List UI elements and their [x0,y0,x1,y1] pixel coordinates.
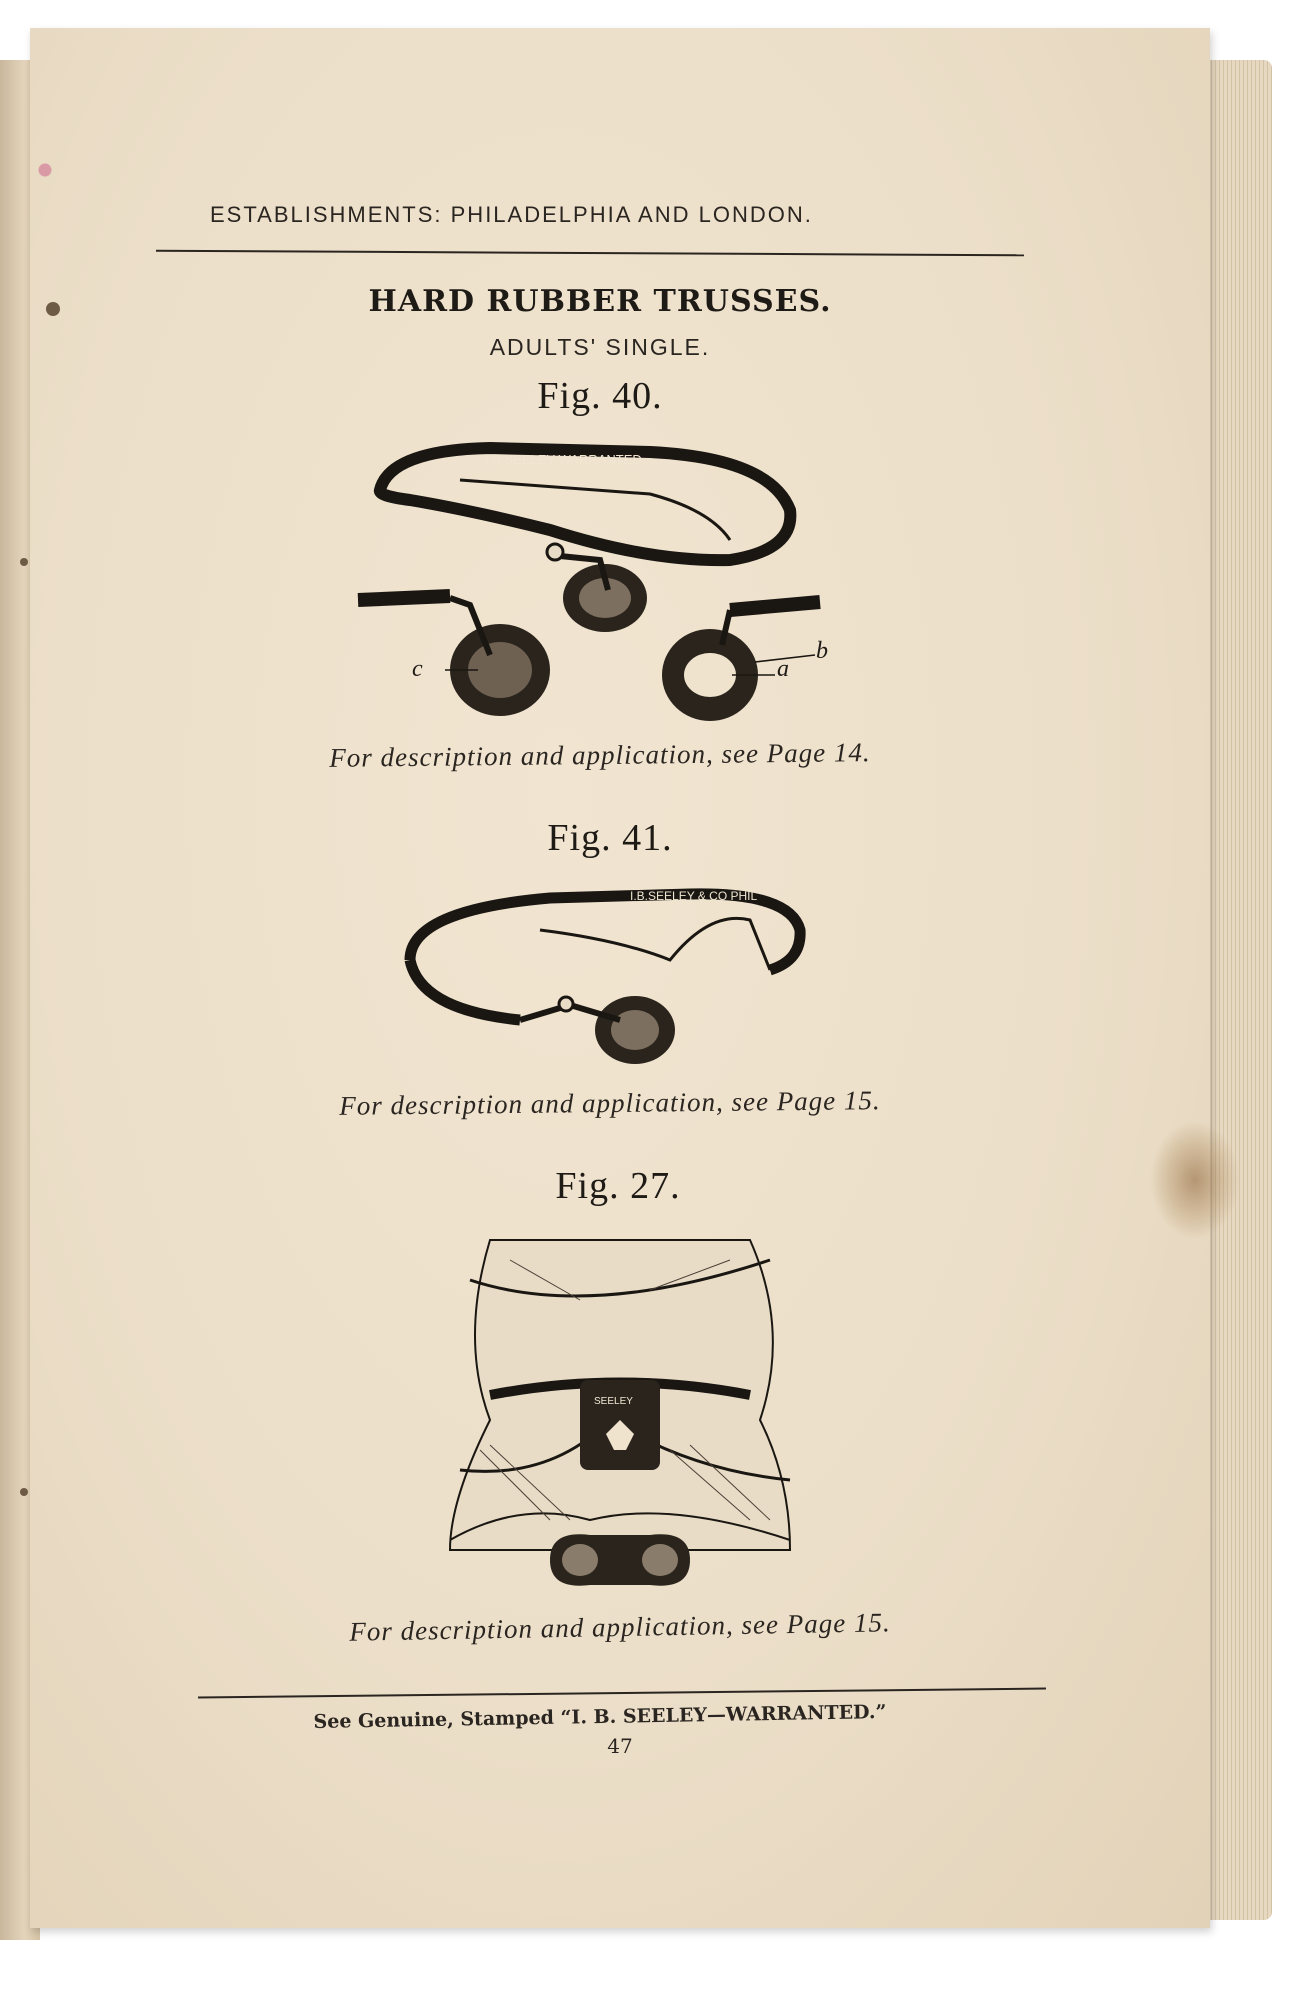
figure-41-illustration [390,870,830,1070]
figure-27-caption: For description and application, see Page 15. [349,1607,891,1647]
figure-41-stamp: I.B.SEELEY & CO PHIL [630,889,758,903]
figure-27-illustration [430,1220,810,1620]
page-title: HARD RUBBER TRUSSES. [368,284,832,319]
figure-27-label: Fig. 27. [555,1165,681,1207]
figure-41-label: Fig. 41. [547,817,673,859]
binding-hole [46,302,60,316]
page-stack-edge [1200,60,1272,1920]
part-label-b: b [816,638,828,664]
part-label-c: c [412,656,423,682]
figure-40-caption: For description and application, see Page 14. [329,737,871,773]
binding-stitch [20,1488,28,1496]
figure-41-caption: For description and application, see Page 15. [339,1085,881,1121]
page-number: 47 [607,1734,633,1758]
part-label-a: a [777,656,789,682]
page-subtitle: ADULTS' SINGLE. [489,334,711,360]
running-header: ESTABLISHMENTS: PHILADELPHIA AND LONDON. [210,202,813,227]
footer-note: See Genuine, Stamped “I. B. SEELEY—WARRANTED.” [313,1701,887,1733]
foxing-stain [1150,1120,1240,1240]
binding-stitch [20,558,28,566]
figure-27-stamp: SEELEY [594,1396,633,1407]
figure-40-label: Fig. 40. [537,375,663,417]
binding-thread [0,60,70,190]
figure-40-illustration [350,430,850,730]
figure-40-stamp: I.B.SEELEY WARRANTED [485,452,642,467]
